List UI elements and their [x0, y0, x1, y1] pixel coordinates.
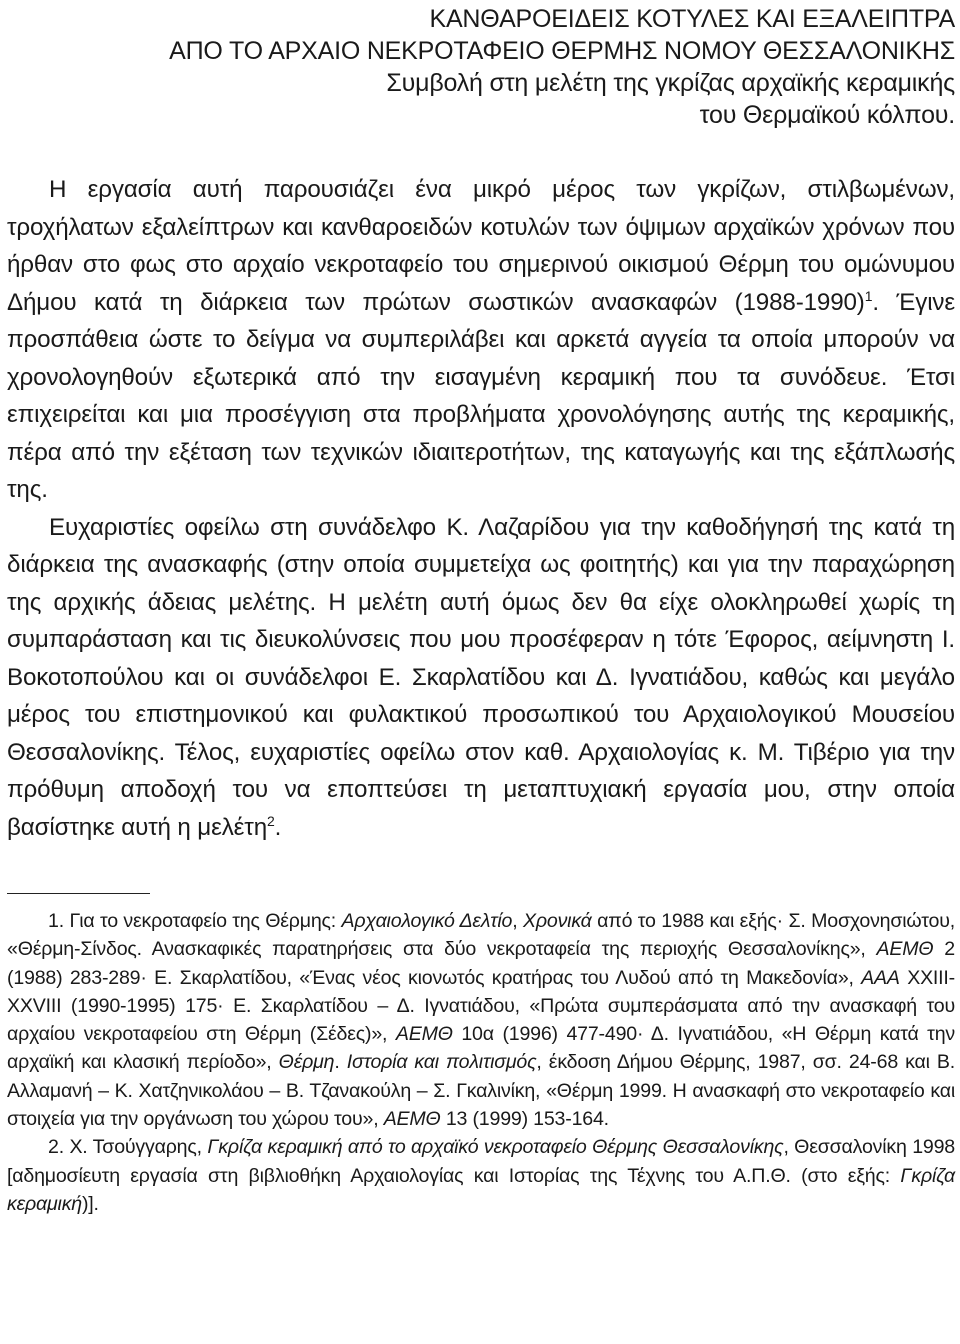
- footnote-2: [7, 1133, 955, 1218]
- footnote-1-text: 10α (1996) 477-490· Δ. Ιγνατιάδου, «Η Θέρμη κατά την αρχαϊκή και κλασική περίοδο»,: [7, 1023, 955, 1074]
- footnote-1-number: 1.: [48, 910, 64, 932]
- footnote-1-text: XXIII-XXVIII (1990-1995) 175· Ε. Σκαρλατίδου – Δ. Ιγνατιάδου, «Πρώτα συμπεράσματα από την ανασκαφή του αρχαίου νεκροταφείου στη Θέρμη (Σέδες)»,: [7, 966, 955, 1046]
- footnote-1-text: .: [334, 1051, 347, 1074]
- title-line-2: ΑΠΟ ΤΟ ΑΡΧΑΙΟ ΝΕΚΡΟΤΑΦΕΙΟ ΘΕΡΜΗΣ ΝΟΜΟΥ ΘΕΣΣΑΛΟΝΙΚΗΣ: [169, 37, 955, 65]
- subtitle-line-2: του Θερμαϊκού κόλπου.: [699, 101, 955, 129]
- footnote-1: [7, 907, 955, 1133]
- paragraph-intro-text-a: Η εργασία αυτή παρουσιάζει ένα μικρό μέρος των γκρίζων, στιλβωμένων, τροχήλατων εξαλείπτρων και κανθαροειδών κοτυλών των όψιμων αρχαϊκών χρόνων που ήρθαν στο φως στο αρχαίο νεκροταφείο του σημερινού οικισμού Θέρμη του ομώνυμου Δήμου κατά τη διάρκεια των πρώτων σωστικών ανασκαφών (1988-1990): [7, 176, 955, 316]
- footnote-1-italic: Χρονικά: [522, 910, 592, 932]
- paragraph-intro-text-b: . Έγινε προσπάθεια ώστε το δείγμα να συμπεριλάβει και αρκετά αγγεία τα οποία μπορούν να χρονολογηθούν εξωτερικά από την εισαγμένη κεραμική που τα συνόδευε. Έτσι επιχειρείται και μια προσέγγιση στα προβλήματα χρονολόγησης αυτής της κεραμικής, πέρα από την εξέταση των τεχνικών ιδιαιτεροτήτων, της καταγωγής και της εξάπλωσής της.: [7, 288, 955, 503]
- footnote-1-italic: ΑΕΜΘ: [876, 938, 934, 961]
- footnote-1-text: 13 (1999) 153-164.: [440, 1108, 609, 1131]
- footnote-1-italic: Αρχαιολογικό Δελτίο: [341, 910, 513, 932]
- footnote-2-text: )].: [81, 1192, 99, 1215]
- footnote-1-italic: ΑΕΜΘ: [395, 1023, 453, 1046]
- footnote-1-italic: Θέρμη: [278, 1051, 335, 1074]
- footnote-1-text: , έκδοση Δήμου Θέρμης, 1987, σσ. 24-68 και Β. Αλλαμανή – Κ. Χατζηνικολάου – Β. Τζανακούλη – Σ. Γκαλινίκη, «Θέρμη 1999. Η ανασκαφή στο νεκροταφείο και στοιχεία για την οργάνωση του χώρου του»,: [7, 1051, 956, 1131]
- paragraph-acknowledgements: [7, 509, 955, 847]
- footnote-2-text: Χ. Τσούγγαρης,: [63, 1136, 208, 1159]
- footnote-1-text: Για το νεκροταφείο της Θέρμης:: [63, 910, 342, 932]
- footnote-1-text: ,: [512, 910, 523, 932]
- footnote-1-text: 2 (1988) 283-289· Ε. Σκαρλατίδου, «Ένας νέος κιονωτός κρατήρας του Λυδού από τη Μακεδονία»,: [7, 938, 955, 989]
- footnote-separator: [7, 893, 150, 894]
- footnote-ref-1[interactable]: 1: [864, 287, 873, 304]
- footnote-2-italic: Γκρίζα κεραμική από το αρχαϊκό νεκροταφείο Θέρμης Θεσσαλονίκης: [207, 1136, 784, 1159]
- footnote-1-italic: ΑΕΜΘ: [383, 1108, 441, 1131]
- paragraph-ack-text-b: .: [274, 813, 282, 841]
- title-line-1: ΚΑΝΘΑΡΟΕΙΔΕΙΣ ΚΟΤΥΛΕΣ ΚΑΙ ΕΞΑΛΕΙΠΤΡΑ: [429, 5, 955, 33]
- footnote-1-italic: ΑΑΑ: [861, 966, 900, 989]
- footnote-1-italic: Ιστορία και πολιτισμός: [346, 1051, 537, 1074]
- footnote-2-number: 2.: [48, 1136, 64, 1159]
- paragraph-intro: [7, 171, 955, 509]
- footnote-1-text: από το 1988 και εξής· Σ. Μοσχονησιώτου, «Θέρμη-Σίνδος. Ανασκαφικές παρατηρήσεις στα δύο νεκροταφεία της περιοχής Θεσσαλονίκης»,: [7, 910, 955, 961]
- article-title: [7, 0, 955, 131]
- body-text: [7, 171, 955, 846]
- subtitle-line-1: Συμβολή στη μελέτη της γκρίζας αρχαϊκής κεραμικής: [386, 69, 955, 97]
- footnotes: [7, 907, 955, 1218]
- footnote-2-text: , Θεσσαλονίκη 1998 [αδημοσίευτη εργασία στη βιβλιοθήκη Αρχαιολογίας και Ιστορίας της Τέχνης του Α.Π.Θ. (στο εξής:: [7, 1136, 955, 1187]
- footnote-ref-2[interactable]: 2: [267, 812, 275, 829]
- footnote-2-italic: Γκρίζα κεραμική: [7, 1164, 955, 1215]
- document-page: [7, 0, 955, 1218]
- paragraph-ack-text-a: Ευχαριστίες οφείλω στη συνάδελφο Κ. Λαζαρίδου για την καθοδήγησή της κατά τη διάρκεια της ανασκαφής (στην οποία συμμετείχα ως φοιτητής) και για την παραχώρηση της αρχικής άδειας μελέτης. Η μελέτη αυτή όμως δεν θα είχε ολοκληρωθεί χωρίς τη συμπαράσταση και τις διευκολύνσεις που μου προσέφεραν η τότε Έφορος, αείμνηστη Ι. Βοκοτοπούλου και οι συνάδελφοι Ε. Σκαρλατίδου και Δ. Ιγνατιάδου, καθώς και μεγάλο μέρος του επιστημονικού και φυλακτικού προσωπικού του Αρχαιολογικού Μουσείου Θεσσαλονίκης. Τέλος, ευχαριστίες οφείλω στον καθ. Αρχαιολογίας κ. Μ. Τιβέριο για την πρόθυμη αποδοχή του να εποπτεύσει τη μεταπτυχιακή εργασία μου, στην οποία βασίστηκε αυτή η μελέτη: [7, 513, 955, 841]
